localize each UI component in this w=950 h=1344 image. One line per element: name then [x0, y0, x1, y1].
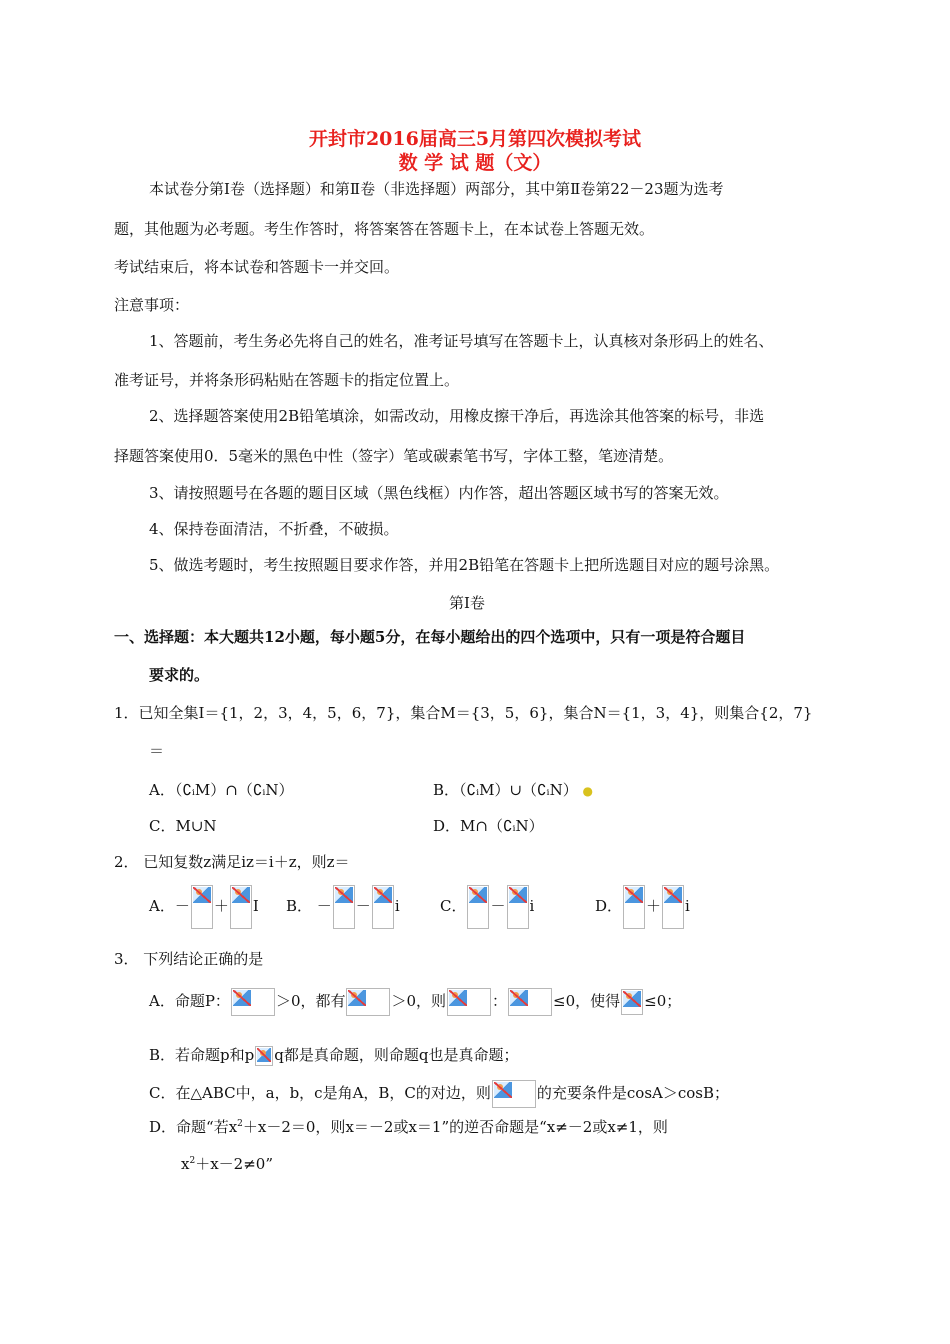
notice-heading: 注意事项：: [114, 296, 190, 314]
q3-a-text-1: A．命题P：: [149, 992, 230, 1010]
q2-option-a: [149, 885, 259, 929]
q3-b-text-1: B．若命题p和p: [149, 1046, 255, 1064]
note-3: 3、请按照题号在各题的题目区域（黑色线框）内作答，超出答题区域书写的答案无效。: [149, 484, 729, 502]
page-subtitle: 数 学 试 题（文）: [398, 152, 552, 174]
q2-option-b: [286, 885, 400, 929]
q2-b-op: －: [355, 897, 371, 915]
note-1: 1、答题前，考生务必先将自己的姓名，准考证号填写在答题卡上，认真核对条形码上的姓名、: [149, 332, 774, 350]
q3-a-text-6: ≤0；: [644, 992, 682, 1010]
q3-d-sup: 2: [237, 1119, 243, 1129]
q2-c-op: －: [490, 897, 506, 915]
q2-c-prefix: C．: [440, 897, 467, 915]
q3-option-d-cont: [181, 1153, 273, 1174]
formula-image-icon: [255, 1046, 273, 1066]
q1-option-d: D．M∩（∁ᵢN）: [433, 817, 544, 835]
formula-image-icon: [507, 885, 529, 929]
q3-d-text-2: ＋x－2＝0，则x＝－2或x＝1”的逆否命题是“x≠－2或x≠1，则: [242, 1118, 668, 1136]
q1-option-a: A．（∁ᵢM）∩（∁ᵢN）: [149, 781, 294, 799]
q2-a-suffix: I: [252, 897, 259, 915]
q3-d-text-1: D．命题“若x: [149, 1118, 238, 1136]
q3-option-d: [149, 1116, 668, 1137]
note-5: 5、做选考题时，考生按照题目要求作答，并用2B铅笔在答题卡上把所选题目对应的题号涂黑。: [149, 556, 780, 574]
q2-b-prefix: B． －: [286, 897, 332, 915]
q2-d-op: ＋: [646, 897, 662, 915]
note-2-cont: 择题答案使用0．5毫米的黑色中性（签字）笔或碳素笔书写，字体工整，笔迹清楚。: [114, 447, 674, 465]
page-title: 开封市2016届高三5月第四次模拟考试: [308, 128, 642, 150]
q3-a-text-2: ＞0，都有: [275, 992, 346, 1010]
q3-d-text-3: x: [181, 1155, 190, 1173]
intro-line-1: 本试卷分第Ⅰ卷（选择题）和第Ⅱ卷（非选择题）两部分，其中第Ⅱ卷第22－23题为选考: [149, 180, 724, 198]
dot-icon: ●: [582, 784, 593, 798]
q1-stem-cont: ＝: [149, 742, 165, 760]
section-heading: 一、选择题：本大题共12小题，每小题5分，在每小题给出的四个选项中，只有一项是符合题目: [114, 628, 746, 646]
q3-a-text-4: ：: [492, 992, 508, 1010]
q1-option-b-text: B．（∁ᵢM）∪（∁ᵢN）: [433, 781, 578, 799]
note-4: 4、保持卷面清洁，不折叠，不破损。: [149, 520, 399, 538]
q2-b-suffix: i: [394, 897, 400, 915]
q2-a-prefix: A．－: [149, 897, 190, 915]
note-1-cont: 准考证号，并将条形码粘贴在答题卡的指定位置上。: [114, 371, 460, 389]
q3-a-text-3: ＞0，则: [391, 992, 447, 1010]
formula-image-icon: [346, 988, 390, 1016]
q3-d-text-4: ＋x－2≠0”: [195, 1155, 273, 1173]
formula-image-icon: [230, 885, 252, 929]
q1-stem: 1．已知全集Ⅰ＝{1，2，3，4，5，6，7}，集合M＝{3，5，6}，集合N＝{1，3，4}，则集合{2，7}: [114, 704, 813, 722]
formula-image-icon: [191, 885, 213, 929]
q2-a-op: ＋: [213, 897, 229, 915]
q3-stem: 3． 下列结论正确的是: [114, 950, 264, 968]
q2-d-suffix: i: [685, 897, 690, 915]
formula-image-icon: [623, 885, 645, 929]
q3-c-text-1: C．在△ABC中，a，b，c是角A，B，C的对边，则: [149, 1084, 491, 1102]
formula-image-icon: [231, 988, 275, 1016]
q1-option-c: C．M∪N: [149, 817, 217, 835]
formula-image-icon: [508, 988, 552, 1016]
q1-option-b: [433, 779, 593, 800]
q2-option-c: [440, 885, 534, 929]
q3-d-sup-2: 2: [189, 1156, 196, 1166]
section-heading-cont: 要求的。: [149, 666, 210, 684]
q2-stem: 2． 已知复数z满足iz＝i＋z，则z＝: [114, 853, 350, 871]
q3-option-c: [149, 1080, 729, 1108]
intro-line-3: 考试结束后，将本试卷和答题卡一并交回。: [114, 258, 400, 276]
q3-c-text-2: 的充要条件是cosA＞cosB；: [536, 1084, 730, 1102]
formula-image-icon: [333, 885, 355, 929]
formula-image-icon: [492, 1080, 536, 1108]
q2-d-prefix: D．: [595, 897, 623, 915]
note-2: 2、选择题答案使用2B铅笔填涂，如需改动，用橡皮擦干净后，再选涂其他答案的标号，非选: [149, 407, 765, 425]
q3-option-b: [149, 1044, 518, 1066]
formula-image-icon: [467, 885, 489, 929]
q2-c-suffix: i: [529, 897, 535, 915]
intro-line-2: 题，其他题为必考题。考生作答时，将答案答在答题卡上，在本试卷上答题无效。: [114, 220, 655, 238]
q2-option-d: [595, 885, 690, 929]
formula-image-icon: [621, 989, 643, 1015]
formula-image-icon: [372, 885, 394, 929]
formula-image-icon: [447, 988, 491, 1016]
q3-b-text-2: q都是真命题，则命题q也是真命题；: [274, 1046, 519, 1064]
formula-image-icon: [662, 885, 684, 929]
part-heading: 第Ⅰ卷: [449, 594, 485, 612]
q3-a-text-5: ≤0，使得: [553, 992, 621, 1010]
q3-option-a: [149, 988, 681, 1016]
